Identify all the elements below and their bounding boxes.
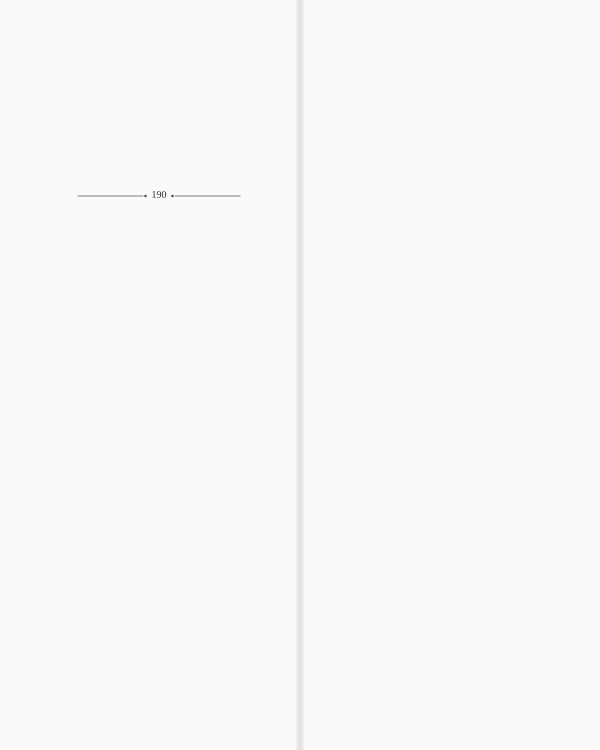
left-page <box>0 0 296 750</box>
book-gutter <box>296 0 304 750</box>
left-page-number: 190 <box>151 190 167 201</box>
right-ornament-icon <box>171 192 241 200</box>
left-ornament-icon <box>78 192 148 200</box>
left-page-header <box>30 190 288 204</box>
